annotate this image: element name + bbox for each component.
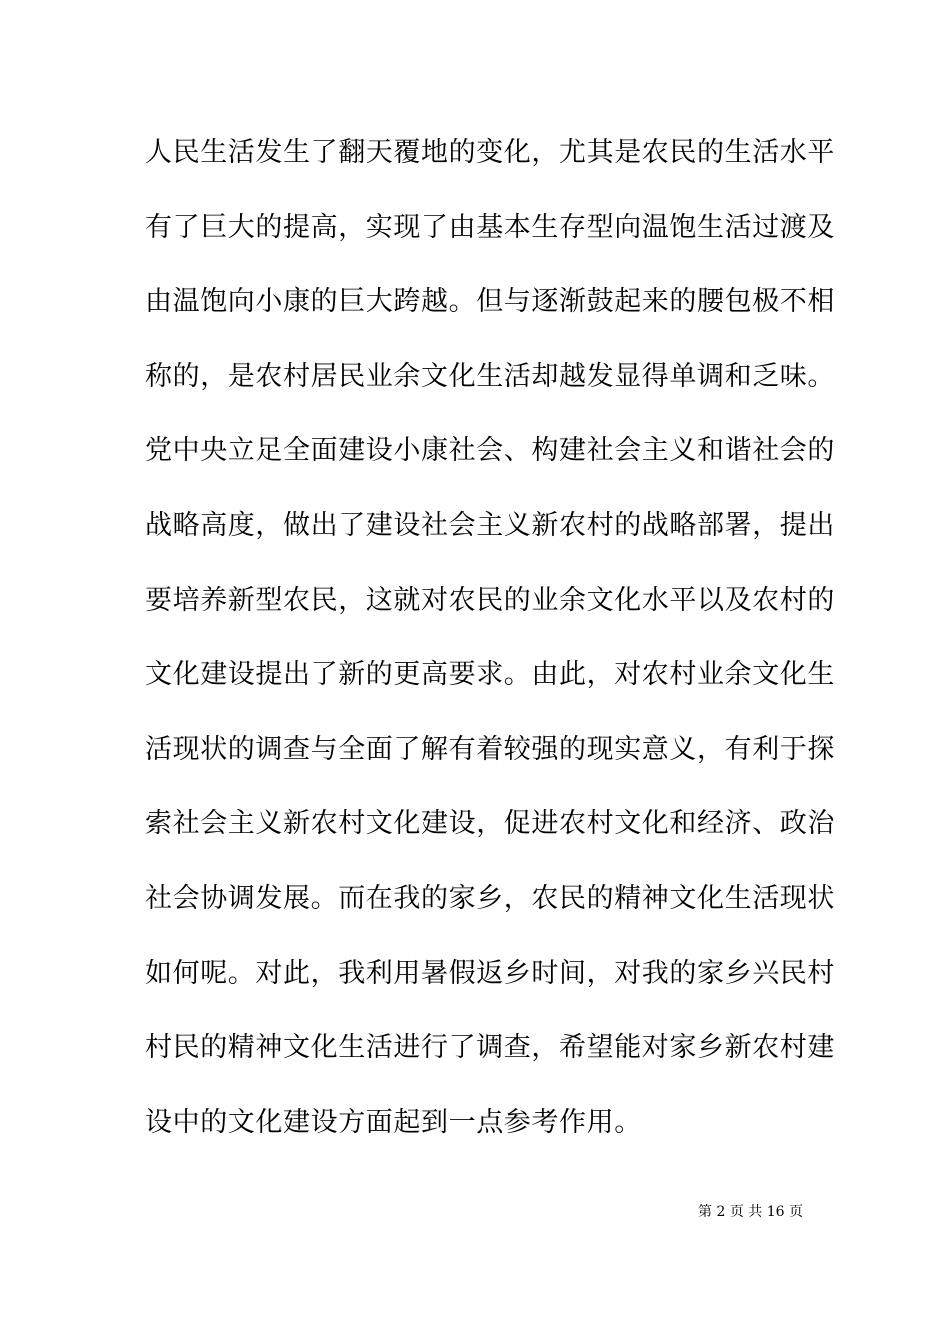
text-line-1: 人民生活发生了翻天覆地的变化，尤其是农民的生活水平 [145,137,835,168]
text-line-11: 社会协调发展。而在我的家乡，农民的精神文化生活现状 [145,882,835,914]
text-line-12: 如何呢。对此，我利用暑假返乡时间，对我的家乡兴民村 [145,957,835,989]
text-line-3: 由温饱向小康的巨大跨越。但与逐渐鼓起来的腰包极不相 [145,286,835,318]
text-line-8: 文化建设提出了新的更高要求。由此，对农村业余文化生 [145,659,835,691]
body-paragraph [145,124,835,1168]
text-line-9: 活现状的调查与全面了解有着较强的现实意义，有利于探 [145,733,835,765]
text-line-2: 有了巨大的提高，实现了由基本生存型向温饱生活过渡及 [145,211,835,243]
text-line-4: 称的，是农村居民业余文化生活却越发显得单调和乏味。 [145,360,835,392]
text-line-10: 索社会主义新农村文化建设，促进农村文化和经济、政治 [145,808,835,840]
text-line-13: 村民的精神文化生活进行了调查，希望能对家乡新农村建 [145,1032,835,1064]
text-line-7: 要培养新型农民，这就对农民的业余文化水平以及农村的 [145,584,835,616]
text-line-6: 战略高度，做出了建设社会主义新农村的战略部署，提出 [145,509,835,541]
text-line-14: 设中的文化建设方面起到一点参考作用。 [145,1106,642,1138]
text-line-5: 党中央立足全面建设小康社会、构建社会主义和谐社会的 [145,435,835,467]
page-number-footer: 第 2 页 共 16 页 [698,1204,803,1220]
